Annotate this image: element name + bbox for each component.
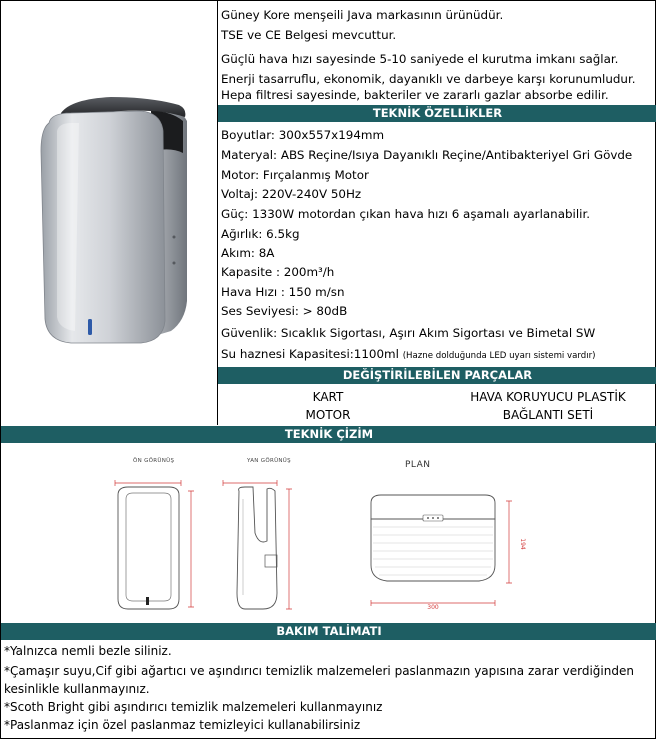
water-tank-note: (Hazne dolduğunda LED uyarı sistemi vardır) [402, 351, 596, 361]
part-item: KART [312, 390, 344, 404]
spec-item-water-tank [221, 347, 596, 363]
plan-depth-dim: 194 [519, 538, 526, 550]
technical-drawing [1, 443, 656, 622]
spec-item: Güvenlik: Sıcaklık Sigortası, Aşırı Akım Sigortası ve Bimetal SW [221, 326, 596, 340]
spec-item: Ağırlık: 6.5kg [221, 227, 300, 241]
plan-width-dim: 300 [427, 604, 439, 611]
replaceable-parts [218, 385, 656, 425]
part-item: HAVA KORUYUCU PLASTİK [470, 390, 626, 404]
intro-line: TSE ve CE Belgesi mevcuttur. [221, 28, 397, 42]
product-overview [1, 1, 656, 425]
spec-item: Materyal: ABS Reçine/Isıya Dayanıklı Reçine/Antibakteriyel Gri Gövde [221, 148, 633, 162]
intro-line: Güney Kore menşeili Java markasının ürünüdür. [221, 8, 504, 22]
care-item: *Paslanmaz için özel paslanmaz temizleyici kullanabilirsiniz [4, 718, 361, 732]
parts-header: DEĞİŞTİRİLEBİLEN PARÇALAR [218, 367, 656, 384]
care-item: *Scoth Bright gibi aşındırıcı temizlik malzemeleri kullanmayınız [4, 700, 383, 714]
plan-view [371, 495, 526, 611]
part-item: MOTOR [305, 408, 351, 422]
care-header: BAKIM TALİMATI [1, 623, 656, 640]
spec-item: Hava Hızı : 150 m/sn [221, 285, 345, 299]
spec-item: Ses Seviyesi: > 80dB [221, 304, 348, 318]
intro-line: Güçlü hava hızı sayesinde 5-10 saniyede el kurutma imkanı sağlar. [221, 52, 619, 66]
front-view-label: ÖN GÖRÜNÜŞ [133, 458, 175, 464]
product-image-cell [1, 1, 218, 425]
spec-item: Güç: 1330W motordan çıkan hava hızı 6 aşamalı ayarlanabilir. [221, 207, 591, 221]
water-tank-capacity: Su haznesi Kapasitesi:1100ml [221, 347, 399, 361]
side-view [223, 480, 292, 609]
spec-item: Boyutlar: 300x557x194mm [221, 128, 385, 142]
part-item: BAĞLANTI SETİ [502, 408, 594, 422]
front-view [115, 480, 194, 609]
care-item: *Yalnızca nemli bezle siliniz. [4, 644, 172, 658]
spec-item: Akım: 8A [221, 246, 275, 260]
care-item: kesinlikle kullanmayınız. [4, 682, 150, 696]
drawing-views [1, 443, 656, 622]
spec-item: Motor: Fırçalanmış Motor [221, 168, 369, 182]
spec-item: Kapasite : 200m³/h [221, 265, 335, 279]
plan-view-label: PLAN [405, 460, 431, 470]
drawing-header: TEKNİK ÇİZİM [1, 426, 656, 443]
intro-line: Enerji tasarruflu, ekonomik, dayanıklı ve darbeye karşı korunumludur. [221, 72, 636, 86]
spec-item: Voltaj: 220V-240V 50Hz [221, 187, 362, 201]
side-view-label: YAN GÖRÜNÜŞ [247, 458, 291, 464]
specs-header: TEKNİK ÖZELLİKLER [218, 105, 656, 122]
hand-dryer-image [1, 1, 217, 425]
care-item: *Çamaşır suyu,Cif gibi ağartıcı ve aşındırıcı temizlik malzemeleri paslanmazın yapısına zarar verdiğinden [4, 664, 634, 678]
intro-line: Hepa filtresi sayesinde, bakteriler ve zararlı gazlar absorbe edilir. [221, 88, 609, 102]
